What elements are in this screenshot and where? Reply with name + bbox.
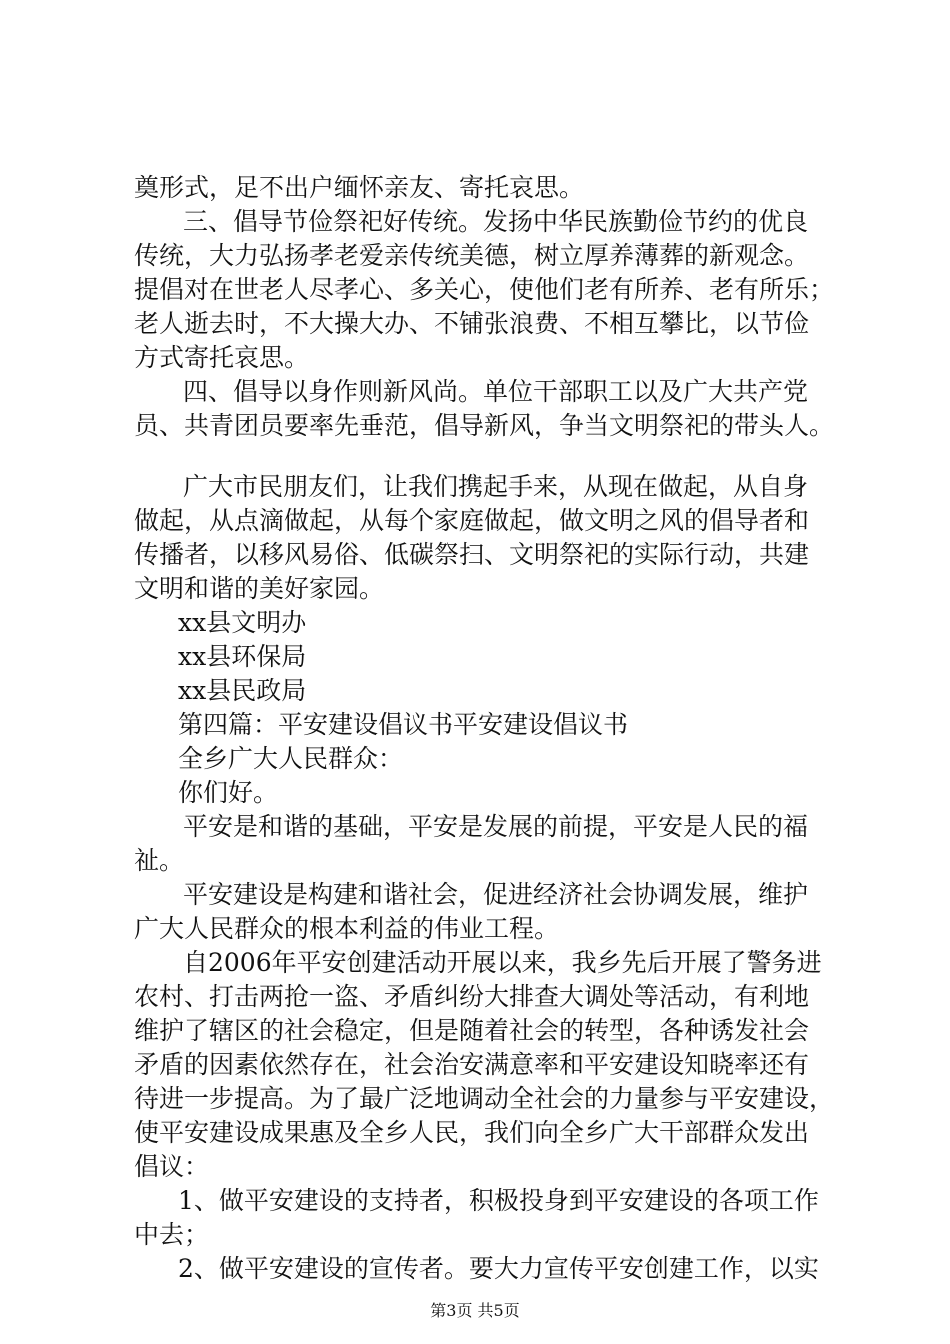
list-item: 2、做平安建设的宣传者。要大力宣传平安创建工作，以实 bbox=[178, 1254, 819, 1283]
page-footer: 第3页 共5页 bbox=[430, 1301, 520, 1320]
body-line: 做起，从点滴做起，从每个家庭做起，做文明之风的倡导者和 bbox=[134, 506, 810, 535]
greeting: 你们好。 bbox=[178, 778, 279, 807]
body-line: 方式寄托哀思。 bbox=[134, 343, 310, 372]
body-line: 平安是和谐的基础，平安是发展的前提，平安是人民的福 bbox=[183, 812, 809, 841]
body-line: 自2006年平安创建活动开展以来，我乡先后开展了警务进 bbox=[183, 948, 822, 977]
body-line: 四、倡导以身作则新风尚。单位干部职工以及广大共产党 bbox=[183, 377, 809, 406]
signature-line: xx县环保局 bbox=[178, 642, 307, 671]
body-line: 倡议： bbox=[134, 1152, 210, 1181]
body-line: 传播者，以移风易俗、低碳祭扫、文明祭祀的实际行动，共建 bbox=[134, 540, 810, 569]
list-item: 1、做平安建设的支持者，积极投身到平安建设的各项工作 bbox=[178, 1186, 819, 1215]
body-line: 广大市民朋友们，让我们携起手来，从现在做起，从自身 bbox=[183, 472, 809, 501]
body-line: 祉。 bbox=[134, 846, 185, 875]
body-line: 矛盾的因素依然存在，社会治安满意率和平安建设知晓率还有 bbox=[134, 1050, 810, 1079]
signature-line: xx县民政局 bbox=[178, 676, 307, 705]
list-item: 中去； bbox=[134, 1220, 210, 1249]
body-line: 奠形式，足不出户缅怀亲友、寄托哀思。 bbox=[134, 173, 585, 202]
body-line: 广大人民群众的根本利益的伟业工程。 bbox=[134, 914, 560, 943]
body-line: 文明和谐的美好家园。 bbox=[134, 574, 385, 603]
body-line: 维护了辖区的社会稳定，但是随着社会的转型，各种诱发社会 bbox=[134, 1016, 810, 1045]
body-line: 平安建设是构建和谐社会，促进经济社会协调发展，维护 bbox=[183, 880, 809, 909]
signature-line: xx县文明办 bbox=[178, 608, 307, 637]
body-line: 使平安建设成果惠及全乡人民，我们向全乡广大干部群众发出 bbox=[134, 1118, 810, 1147]
body-line: 三、倡导节俭祭祀好传统。发扬中华民族勤俭节约的优良 bbox=[183, 207, 809, 236]
body-line: 员、共青团员要率先垂范，倡导新风，争当文明祭祀的带头人。 bbox=[134, 411, 835, 440]
section-heading: 第四篇：平安建设倡议书平安建设倡议书 bbox=[178, 710, 629, 739]
body-line: 提倡对在世老人尽孝心、多关心，使他们老有所养、老有所乐； bbox=[134, 275, 835, 304]
body-line: 传统，大力弘扬孝老爱亲传统美德，树立厚养薄葬的新观念。 bbox=[134, 241, 810, 270]
body-line: 老人逝去时，不大操大办、不铺张浪费、不相互攀比，以节俭 bbox=[134, 309, 810, 338]
salutation: 全乡广大人民群众： bbox=[178, 744, 404, 773]
body-line: 待进一步提高。为了最广泛地调动全社会的力量参与平安建设， bbox=[134, 1084, 835, 1113]
body-line: 农村、打击两抢一盗、矛盾纠纷大排查大调处等活动，有利地 bbox=[134, 982, 810, 1011]
